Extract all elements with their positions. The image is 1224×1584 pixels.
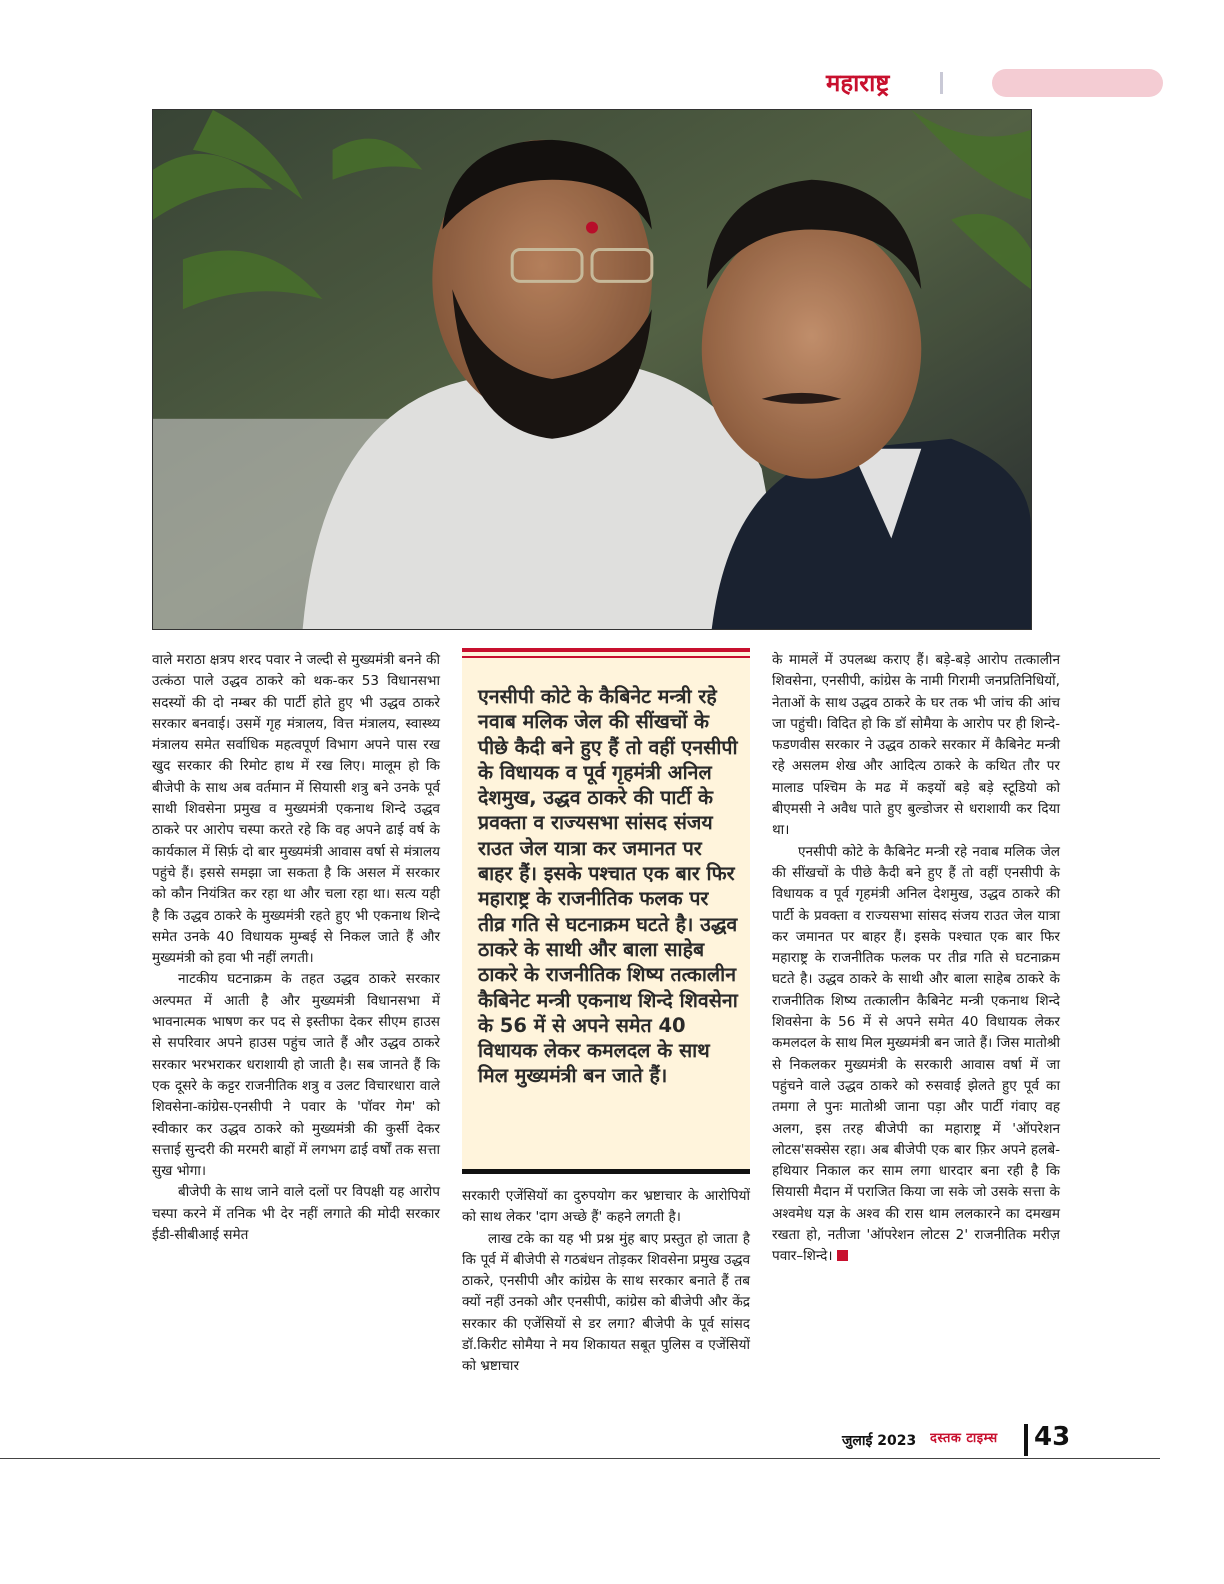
col3-paragraph-1: के मामलें में उपलब्ध कराए हैं। बड़े-बड़े आरोप तत्कालीन शिवसेना, एनसीपी, कांग्रेस के नामी गिरामी जनप्रतिनिधियों, नेताओं के साथ उद्धव ठाकरे के घर तक भी जांच की आंच जा पहुंची। विदित हो कि डॉ सोमैया के आरोप पर ही शिन्दे-फडणवीस सरकार ने उद्धव ठाकरे सरकार में कैबिनेट मन्त्री रहे असलम शेख और आदित्य ठाकरे के कथित तौर पर मालाड पश्चिम के मढ में कइयों बड़े बड़े स्टूडियो को बीएमसी ने अवैध पाते हुए बुल्डोजर से धराशायी कर दिया था। xyxy=(772,652,1060,839)
col2-paragraph-2: लाख टके का यह भी प्रश्न मुंह बाए प्रस्तुत हो जाता है कि पूर्व में बीजेपी से गठबंधन तोड़कर शिवसेना प्रमुख उद्धव ठाकरे, एनसीपी और कांग्रेस के साथ सरकार बनाते हैं तब क्यों नहीं उनको और एनसीपी, कांग्रेस को बीजेपी और केंद्र सरकार की एजेंसियों से डर लगा? बीजेपी के पूर्व सांसद डॉ.किरीट सोमैया ने मय शिकायत सबूत पुलिस व एजेंसियों को भ्रष्टाचार xyxy=(462,1230,750,1375)
col1-paragraph-3: बीजेपी के साथ जाने वाले दलों पर विपक्षी यह आरोप चस्पा करने में तनिक भी देर नहीं लगाते की मोदी सरकार ईडी-सीबीआई समेत xyxy=(152,1184,440,1244)
article-column-1 xyxy=(152,650,440,1246)
pull-quote-top-rule xyxy=(462,648,750,652)
col3-paragraph-2 xyxy=(772,842,1060,1268)
issue-date: जुलाई 2023 xyxy=(842,1433,917,1449)
footer-divider-bar xyxy=(1024,1424,1028,1456)
footer-rule xyxy=(0,1458,1160,1459)
magazine-logo: दस्तक टाइम्स xyxy=(930,1431,998,1446)
article-photo xyxy=(152,109,1032,630)
pull-quote-box xyxy=(462,648,750,1172)
col2-paragraph-1: सरकारी एजेंसियों का दुरुपयोग कर भ्रष्टाचार के आरोपियों को साथ लेकर 'दाग अच्छे हैं' कहने लगती है। xyxy=(462,1188,750,1226)
header-separator xyxy=(940,72,943,94)
article-column-3 xyxy=(772,650,1060,1268)
pull-quote-bottom-rule xyxy=(462,1169,750,1174)
col1-paragraph-2: नाटकीय घटनाक्रम के तहत उद्धव ठाकरे सरकार अल्पमत में आती है और मुख्यमंत्री विधानसभा में भावनात्मक भाषण कर पद से इस्तीफा देकर सीएम हाउस से सपरिवार अपने हाउस पहुंच जाते हैं और उद्धव ठाकरे सरकार भरभराकर धराशायी हो जाती है। सब जानते हैं कि एक दूसरे के कट्टर राजनीतिक शत्रु व उलट विचारधारा वाले शिवसेना-कांग्रेस-एनसीपी ने पवार के 'पॉवर गेम' को स्वीकार कर उद्धव ठाकरे को मुख्यमंत्री की कुर्सी देकर सत्ताई सुन्दरी की मरमरी बाहों में लगभग ढाई वर्षों तक सत्ता सुख भोगा। xyxy=(152,971,440,1180)
pull-quote-text: एनसीपी कोटे के कैबिनेट मन्त्री रहे नवाब मलिक जेल की सींखचों के पीछे कैदी बने हुए हैं तो वहीं एनसीपी के विधायक व पूर्व गृहमंत्री अनिल देशमुख, उद्धव ठाकरे की पार्टी के प्रवक्ता व राज्यसभा सांसद संजय राउत जेल यात्रा कर जमानत पर बाहर हैं। इसके पश्चात एक बार फिर महाराष्ट्र के राजनीतिक फलक पर तीव्र गति से घटनाक्रम घटते है। उद्धव ठाकरे के साथी और बाला साहेब ठाकरे के राजनीतिक शिष्य तत्कालीन कैबिनेट मन्त्री एकनाथ शिन्दे शिवसेना के 56 में से अपने समेत 40 विधायक लेकर कमलदल के साथ मिल मुख्यमंत्री बन जाते हैं। xyxy=(478,685,738,1088)
header-decorative-pill xyxy=(992,69,1163,97)
photo-illustration xyxy=(153,110,1031,629)
article-end-mark xyxy=(837,1250,848,1261)
section-label: महाराष्ट्र xyxy=(826,69,890,97)
article-column-2 xyxy=(462,1186,750,1378)
col3-paragraph-2-text: एनसीपी कोटे के कैबिनेट मन्त्री रहे नवाब मलिक जेल की सींखचों के पीछे कैदी बने हुए हैं तो वहीं एनसीपी के विधायक व पूर्व गृहमंत्री अनिल देशमुख, उद्धव ठाकरे की पार्टी के प्रवक्ता व राज्यसभा सांसद संजय राउत जेल यात्रा कर जमानत पर बाहर हैं। इसके पश्चात एक बार फिर महाराष्ट्र के राजनीतिक फलक पर तीव्र गति से घटनाक्रम घटते है। उद्धव ठाकरे के साथी और बाला साहेब ठाकरे के राजनीतिक शिष्य तत्कालीन कैबिनेट मन्त्री एकनाथ शिन्दे शिवसेना के 56 में से अपने समेत 40 विधायक लेकर कमलदल के साथ मिल मुख्यमंत्री बन जाते हैं। जिस मातोश्री से निकलकर मुख्यमंत्री के सरकारी आवास वर्षा में जा पहुंचने वाले उद्धव ठाकरे को रुसवाई झेलते हुए पूर्व का तमगा ले पुनः मातोश्री जाना पड़ा और पार्टी गंवाए वह अलग, इस तरह बीजेपी का महाराष्ट्र में 'ऑपरेशन लोटस'सक्सेस रहा। अब बीजेपी एक बार फ़िर अपने हलबे-हथियार निकाल कर साम लगा धारदार बना रही है कि सियासी मैदान में पराजित किया जा सके जो उसके सत्ता के अश्वमेध यज्ञ के अश्व की रास थाम ललकारने का दमखम रखता हो, नतीजा 'ऑपरेशन लोटस 2' राजनीतिक मरीज़ पवार–शिन्दे। xyxy=(772,843,1060,1265)
page-number: 43 xyxy=(1034,1422,1071,1452)
col1-paragraph-1: वाले मराठा क्षत्रप शरद पवार ने जल्दी से मुख्यमंत्री बनने की उत्कंठा पाले उद्धव ठाकरे को थक-कर 53 विधानसभा सदस्यों की दो नम्बर की पार्टी होते हुए भी उद्धव ठाकरे सरकार बनवाई। उसमें गृह मंत्रालय, वित्त मंत्रालय, स्वास्थ्य मंत्रालय समेत सर्वाधिक महत्वपूर्ण विभाग अपने पास रख खुद सरकार की रिमोट हाथ में रख लिए। मालूम हो कि बीजेपी के साथ अब वर्तमान में सियासी शत्रु बने उनके पूर्व साथी शिवसेना प्रमुख व मुख्यमंत्री एकनाथ शिन्दे उद्धव ठाकरे पर आरोप चस्पा करते रहे कि वह अपने ढाई वर्ष के कार्यकाल में सिर्फ़ दो बार मुख्यमंत्री आवास वर्षा से मंत्रालय पहुंचे हैं। इससे समझा जा सकता है कि असल में सरकार को कौन नियंत्रित कर रहा था और चला रहा था। सत्य यही है कि उद्धव ठाकरे के मुख्यमंत्री रहते हुए भी एकनाथ शिन्दे समेत उनके 40 विधायक मुम्बई से निकल जाते हैं और मुख्यमंत्री को हवा भी नहीं लगती। xyxy=(152,652,440,967)
pull-quote-top-rule-thin xyxy=(462,656,750,658)
